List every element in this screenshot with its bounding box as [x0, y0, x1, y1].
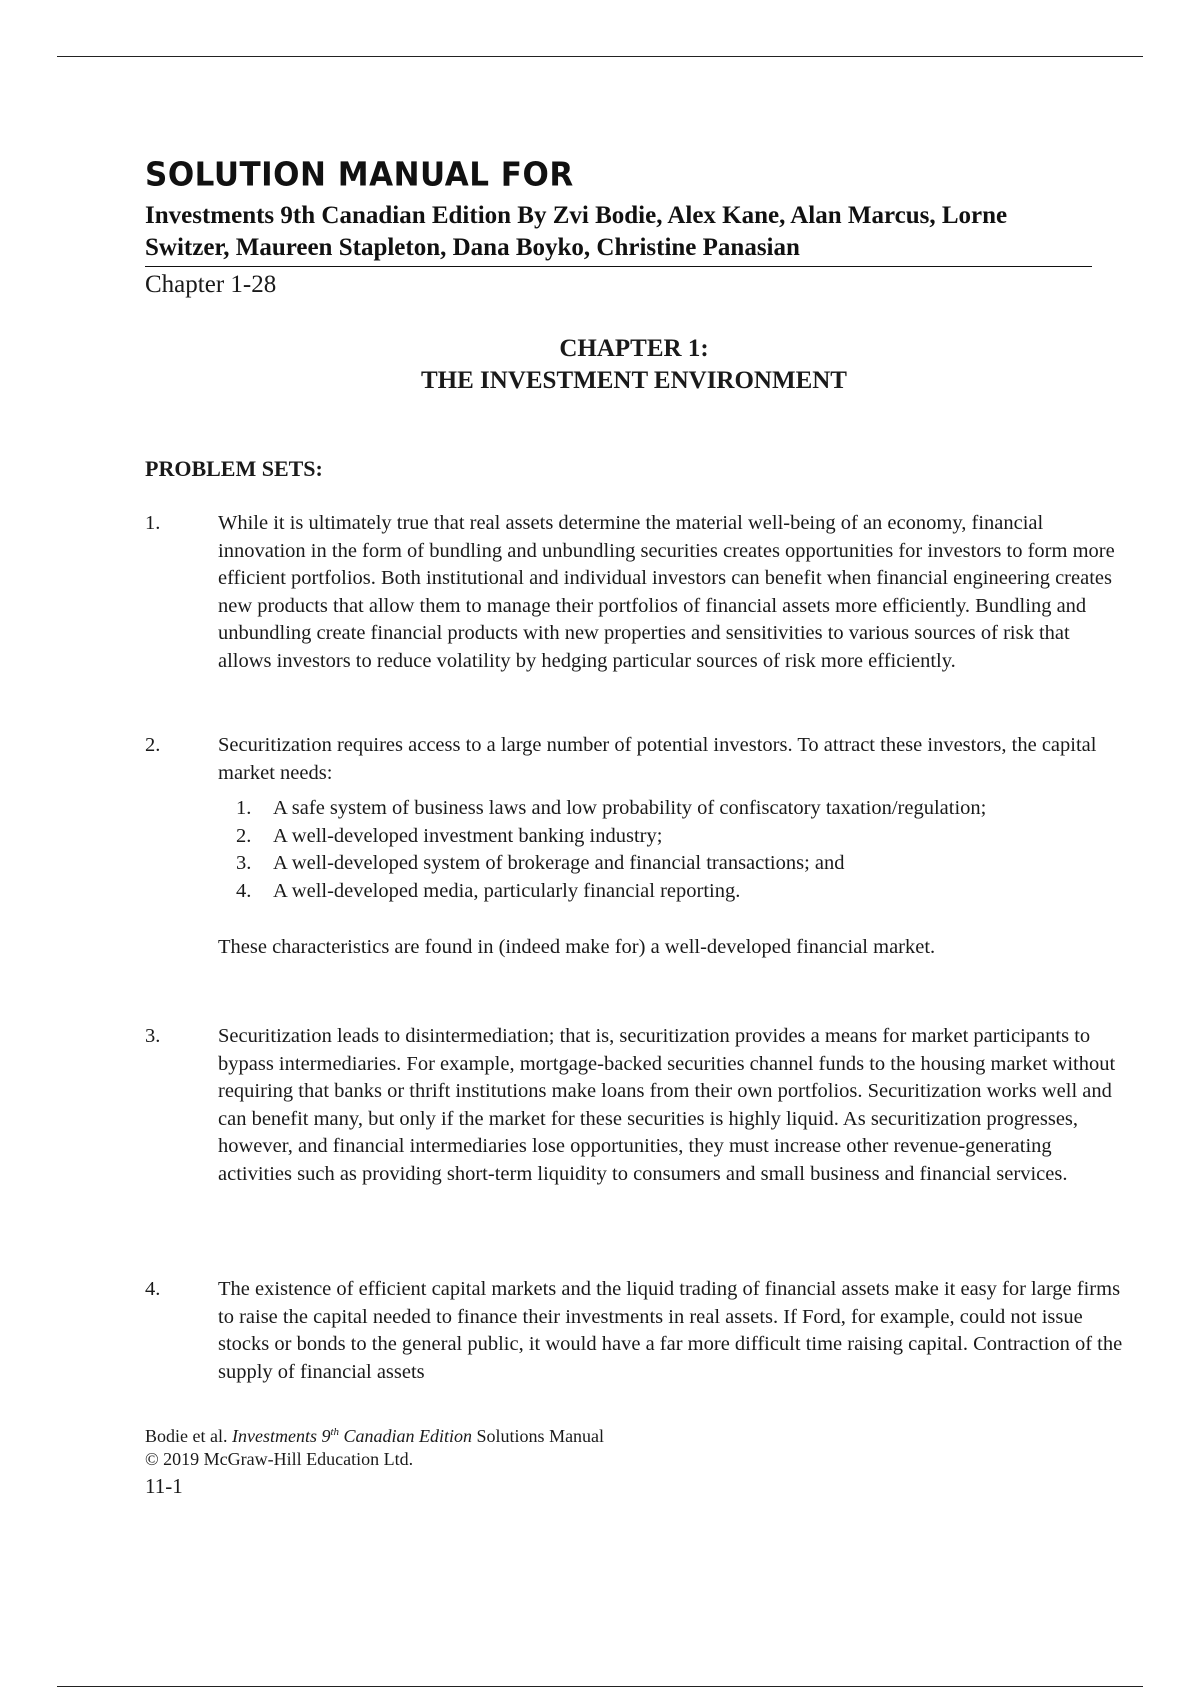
problem-item [145, 1276, 1125, 1386]
list-item-number: 3. [236, 852, 252, 875]
list-item [218, 795, 1125, 823]
list-item-number: 2. [236, 824, 252, 847]
footer-manual-label: Solutions Manual [476, 1426, 605, 1446]
title-underline [145, 266, 1092, 267]
chapter-range: Chapter 1-28 [145, 271, 277, 298]
problem-text: Securitization requires access to a large number of potential investors. To attract these investors, the capital market needs: [218, 734, 1097, 784]
footer-authors: Bodie et al. [145, 1426, 228, 1446]
list-item [218, 878, 1125, 906]
footer-edition-suffix: th [330, 1426, 340, 1438]
chapter-title: THE INVESTMENT ENVIRONMENT [420, 367, 847, 394]
list-item-text: A well-developed investment banking industry; [273, 824, 663, 847]
list-item [218, 823, 1125, 851]
chapter-heading [145, 333, 1123, 397]
list-item-text: A well-developed system of brokerage and financial transactions; and [273, 852, 845, 875]
section-title: PROBLEM SETS: [145, 456, 323, 481]
requirements-list [218, 795, 1125, 905]
chapter-number: CHAPTER 1: [559, 335, 709, 362]
problem-conclusion: These characteristics are found in (indeed make for) a well-developed financial market. [218, 935, 936, 958]
bottom-rule [57, 1686, 1143, 1687]
list-item [218, 850, 1125, 878]
list-item-text: A well-developed media, particularly financial reporting. [273, 879, 741, 902]
problem-item [145, 1023, 1125, 1189]
footer-copyright: © 2019 McGraw-Hill Education Ltd. [145, 1449, 414, 1469]
manual-title: SOLUTION MANUAL FOR [145, 156, 574, 194]
problem-number: 4. [145, 1278, 161, 1300]
list-item-number: 4. [236, 879, 252, 902]
footer-citation [145, 1425, 604, 1448]
top-rule [57, 56, 1143, 57]
book-title: Investments 9th Canadian Edition By Zvi Bodie, Alex Kane, Alan Marcus, Lorne Switzer, Maureen Stapleton, Dana Boyko, Christine Panasian [145, 202, 1008, 261]
problem-number: 3. [145, 1025, 161, 1047]
problem-number: 1. [145, 512, 161, 534]
problem-item [145, 732, 1125, 961]
problem-item [145, 510, 1125, 676]
list-item-text: A safe system of business laws and low probability of confiscatory taxation/regulation; [273, 797, 987, 820]
footer-book-title: Investments 9 [231, 1426, 331, 1446]
problem-number: 2. [145, 734, 161, 756]
footer-book-edition: Canadian Edition [343, 1426, 473, 1446]
problem-text: Securitization leads to disintermediation; that is, securitization provides a means for market participants to bypass intermediaries. For example, mortgage-backed securities channel funds to the housing market without requiring that banks or thrift institutions make loans from their own portfolios. Securitization works well and can benefit many, but only if the market for these securities is highly liquid. As securitization progresses, however, and financial intermediaries lose opportunities, they must increase other revenue-generating activities such as providing short-term liquidity to consumers and small business and financial services. [218, 1025, 1116, 1185]
problem-text: The existence of efficient capital markets and the liquid trading of financial assets make it easy for large firms to raise the capital needed to finance their investments in real assets. If Ford, for example, could not issue stocks or bonds to the general public, it would have a far more difficult time raising capital. Contraction of the supply of financial assets [218, 1278, 1123, 1383]
problem-text: While it is ultimately true that real assets determine the material well-being of an economy, financial innovation in the form of bundling and unbundling securities creates opportunities for investors to form more efficient portfolios. Both institutional and individual investors can benefit when financial engineering creates new products that allow them to manage their portfolios of financial assets more efficiently. Bundling and unbundling create financial products with new properties and sensitivities to various sources of risk that allows investors to reduce volatility by hedging particular sources of risk more efficiently. [218, 512, 1115, 672]
page-footer [145, 1425, 604, 1498]
list-item-number: 1. [236, 797, 252, 820]
page-number: 11-1 [145, 1474, 183, 1498]
